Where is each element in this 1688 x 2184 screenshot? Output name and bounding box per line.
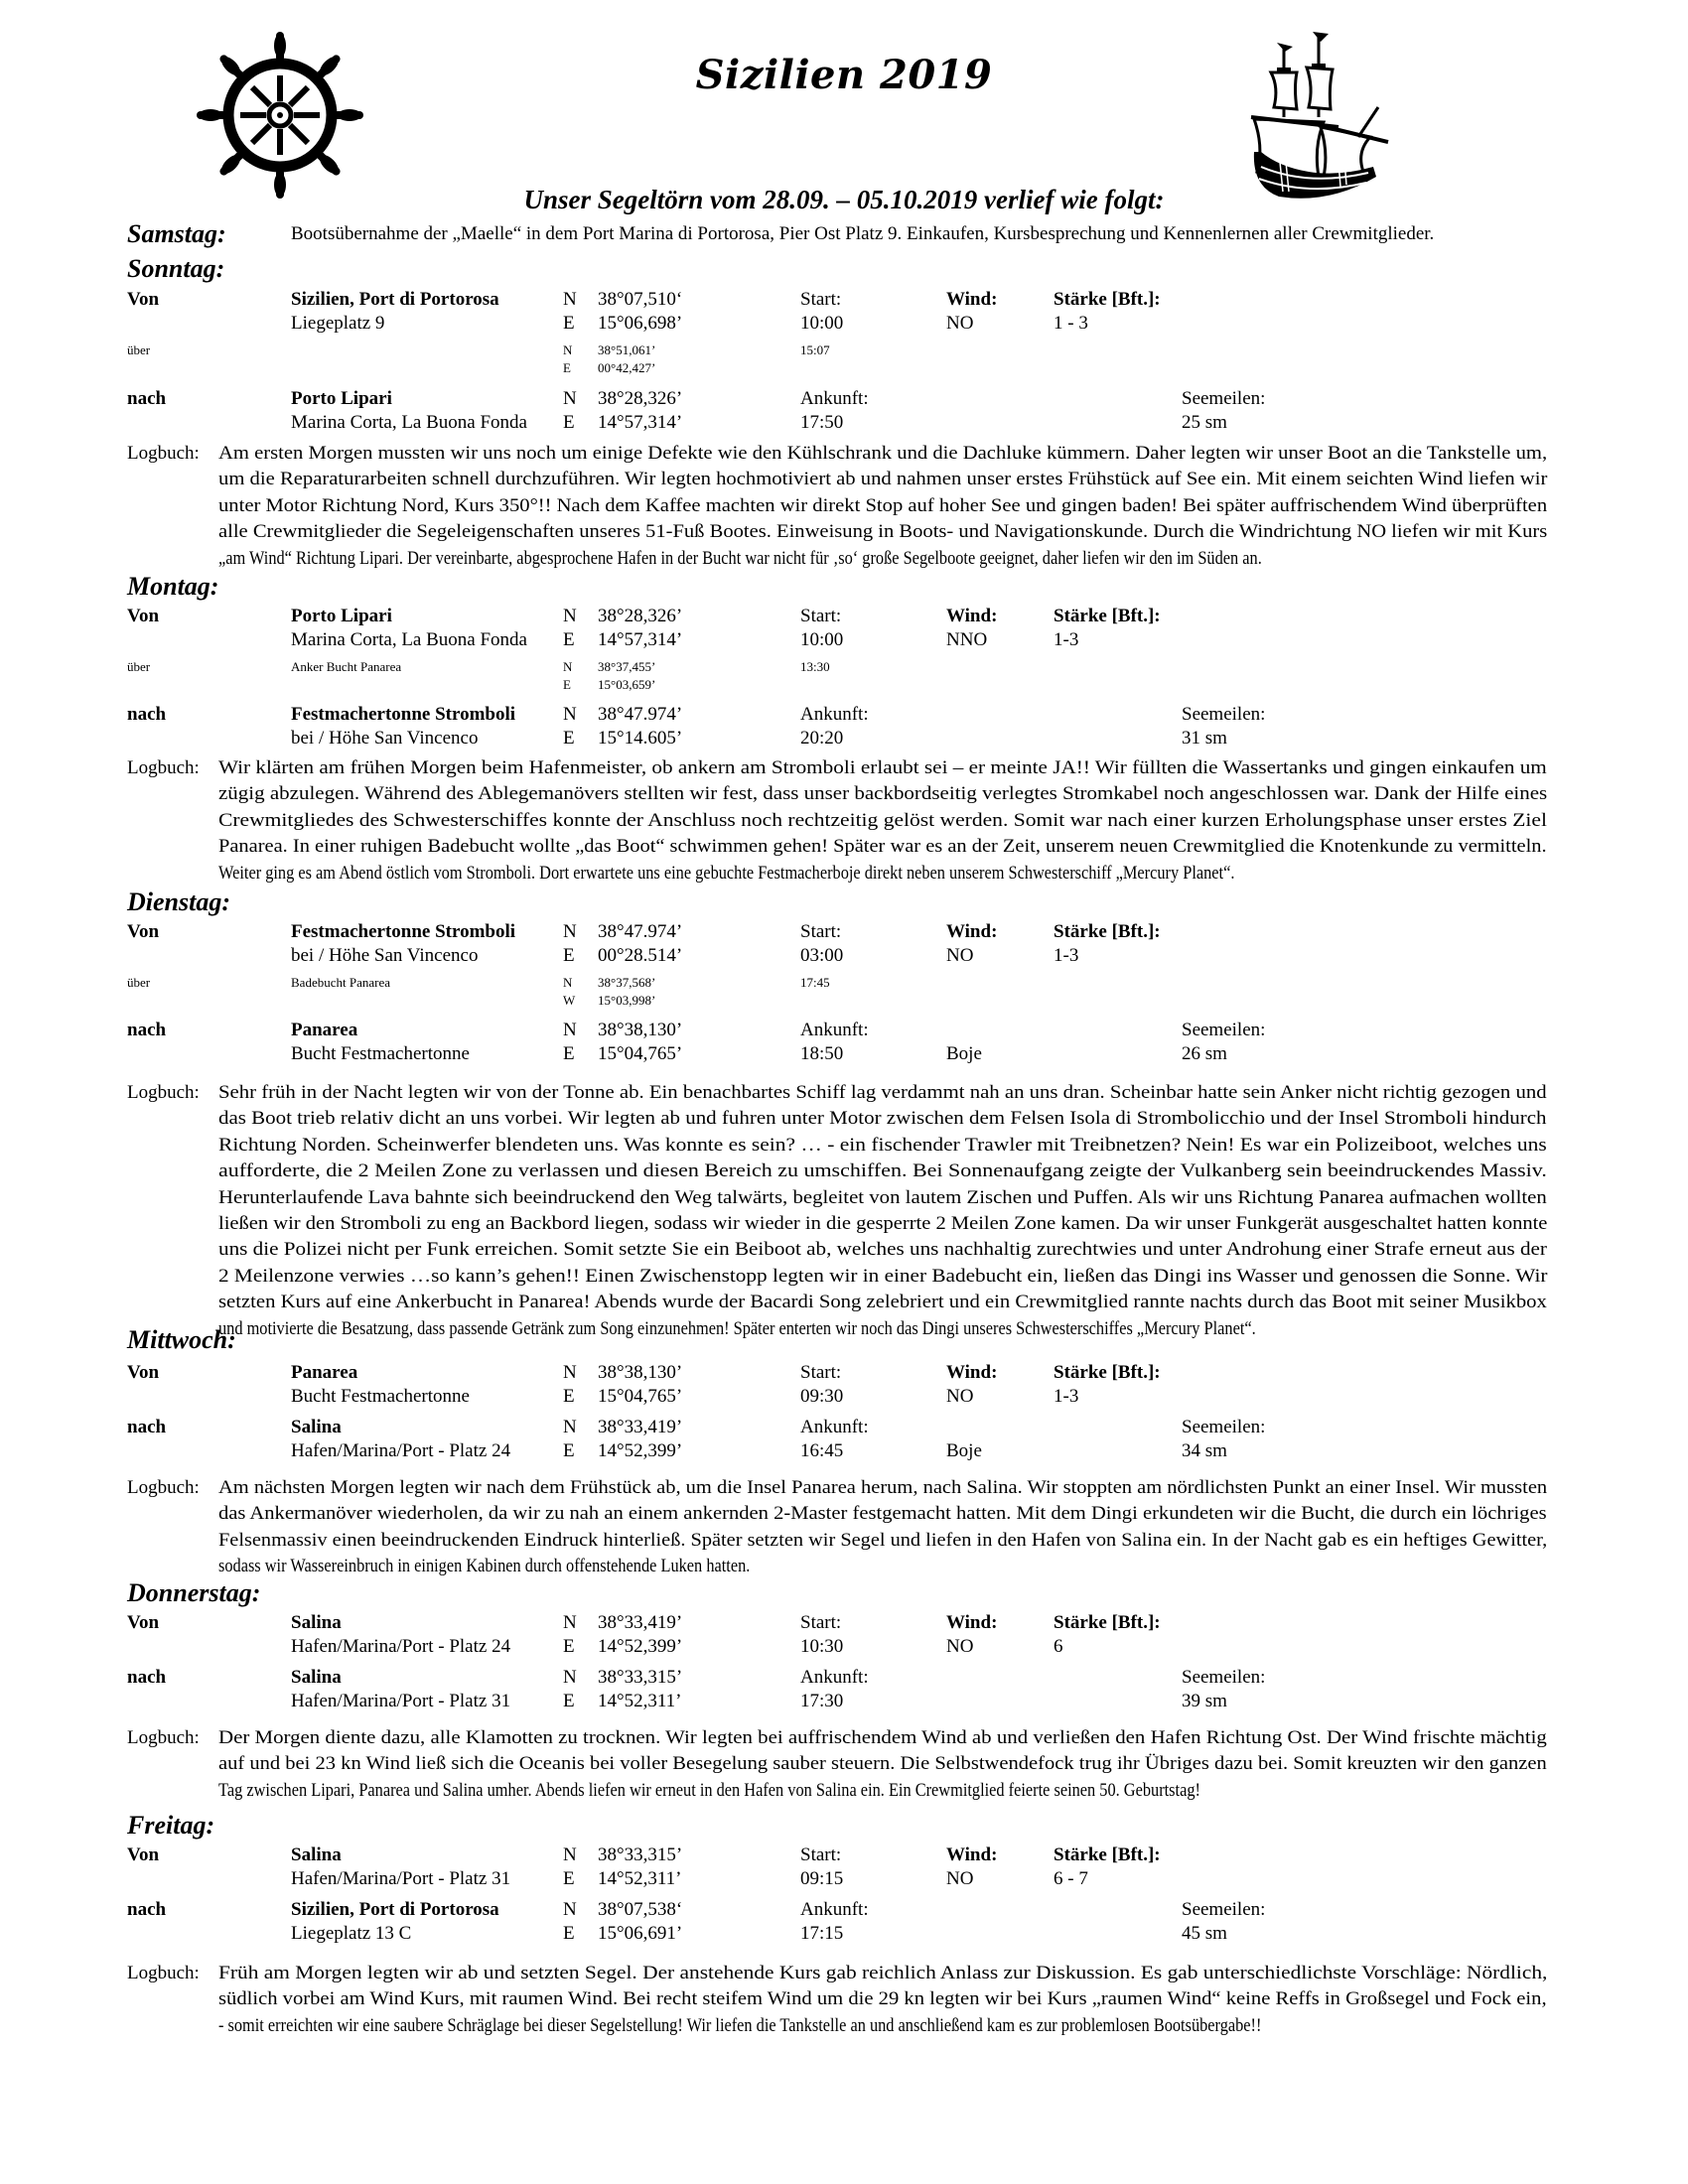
logbook-label: Logbuch: bbox=[127, 1727, 200, 1748]
departure-name: Panarea bbox=[291, 1362, 358, 1383]
logbook-line: Am nächsten Morgen legten wir nach dem Frühstück ab, um die Insel Panarea herum, nach Salina. Wir stoppten am nördlichsten Punkt an einer Insel. Wir mussten bbox=[218, 1477, 1548, 1498]
logbook-line: Panarea. In einer ruhigen Badebucht wollte „das Boot“ schwimmen gehen! Später war es an der Zeit, unserem neuen Crewmitglied die Knotenkunde zu vermitteln. bbox=[218, 836, 1547, 858]
lon-dir: E bbox=[563, 1043, 575, 1064]
nach-row-1 bbox=[0, 1667, 1688, 1691]
departure-lon: 00°28.514’ bbox=[598, 945, 683, 966]
strength-label: Stärke [Bft.]: bbox=[1054, 289, 1161, 310]
wind-direction: NO bbox=[946, 1636, 974, 1657]
nautical-miles-label: Seemeilen: bbox=[1182, 704, 1266, 725]
von-row-1 bbox=[0, 1362, 1688, 1386]
logbook-line: auf und bei 23 kn Wind ließ sich die Oceanis bei voller Besegelung sauber steuern. Die Selbstwendefock trug ihr Übriges dazu bei. Somit kreuzten wir den ganzen bbox=[218, 1753, 1547, 1775]
nautical-miles-label: Seemeilen: bbox=[1182, 1417, 1266, 1437]
destination-detail: Hafen/Marina/Port - Platz 24 bbox=[291, 1440, 511, 1461]
departure-lon: 15°04,765’ bbox=[598, 1386, 683, 1407]
arrival-time: 17:50 bbox=[800, 412, 844, 433]
destination-name: Festmachertonne Stromboli bbox=[291, 704, 516, 725]
logbook-label: Logbuch: bbox=[127, 1963, 200, 1983]
departure-lat: 38°33,419’ bbox=[598, 1612, 683, 1633]
logbook-line: - somit erreichten wir eine saubere Schräglage bei dieser Segelstellung! Wir liefen die Tankstelle an und anschließend kam es zur problemlosen Bootsübergabe!! bbox=[218, 2014, 1262, 2036]
nautical-miles-label: Seemeilen: bbox=[1182, 1667, 1266, 1688]
day-heading: Sonntag: bbox=[127, 254, 225, 283]
ueber-row-2 bbox=[0, 993, 1688, 1011]
ueber-row-2 bbox=[0, 677, 1688, 695]
start-label: Start: bbox=[800, 1844, 842, 1865]
destination-lat: 38°07,538‘ bbox=[598, 1899, 683, 1920]
lon-dir: E bbox=[563, 728, 575, 749]
logbook-label: Logbuch: bbox=[127, 757, 200, 778]
departure-detail: Hafen/Marina/Port - Platz 31 bbox=[291, 1868, 511, 1889]
start-label: Start: bbox=[800, 1612, 842, 1633]
destination-lon: 15°14.605’ bbox=[598, 728, 683, 749]
destination-lat: 38°47.974’ bbox=[598, 704, 683, 725]
lat-dir: N bbox=[563, 1899, 577, 1920]
nach-label: nach bbox=[127, 1667, 167, 1688]
departure-lat: 38°28,326’ bbox=[598, 606, 683, 626]
lon-dir: W bbox=[563, 993, 576, 1008]
von-label: Von bbox=[127, 921, 160, 942]
arrival-time: 20:20 bbox=[800, 728, 844, 749]
ueber-row-1 bbox=[0, 342, 1688, 360]
wind-label: Wind: bbox=[946, 1612, 998, 1633]
strength-label: Stärke [Bft.]: bbox=[1054, 1612, 1161, 1633]
von-label: Von bbox=[127, 1362, 160, 1383]
von-row-2 bbox=[0, 313, 1688, 337]
nach-row-2 bbox=[0, 412, 1688, 436]
wind-label: Wind: bbox=[946, 606, 998, 626]
wind-direction: NO bbox=[946, 313, 974, 334]
logbook-line: Früh am Morgen legten wir ab und setzten Segel. Der anstehende Kurs gab reichlich Anlass zur Diskussion. Es gab unterschiedlichste Vorschläge: Nördlich, bbox=[218, 1963, 1548, 1983]
logbook-line: sodass wir Wassereinbruch in einigen Kabinen durch offenstehende Luken hatten. bbox=[218, 1556, 751, 1577]
nautical-miles: 26 sm bbox=[1182, 1043, 1227, 1064]
nach-row-2 bbox=[0, 1043, 1688, 1067]
logbook-line: Sehr früh in der Nacht legten wir von der Tonne ab. Ein benachbartes Schiff lag verdammt nah an uns dran. Scheinbar hatte sein Anker nicht richtig gezogen und bbox=[218, 1082, 1547, 1103]
day-heading: Donnerstag: bbox=[127, 1578, 261, 1607]
start-label: Start: bbox=[800, 921, 842, 942]
lon-dir: E bbox=[563, 1923, 575, 1944]
nach-row-2 bbox=[0, 1923, 1688, 1947]
departure-detail: bei / Höhe San Vincenco bbox=[291, 945, 479, 966]
arrival-time: 16:45 bbox=[800, 1440, 844, 1461]
destination-name: Sizilien, Port di Portorosa bbox=[291, 1899, 499, 1920]
logbook-line: Richtung Norden. Scheinwerfer blendeten uns. Was konnte es sein? … - ein fischender Trawler mit Treibnetzen? Nein! Es war ein Polizeiboot, welches uns bbox=[218, 1134, 1547, 1156]
logbook-line: alle Crewmitglieder die Segeleigenschaften unseres 51-Fuß Bootes. Einweisung in Boots- und Navigationskunde. Durch die Windrichtung NO liefen wir mit Kurs bbox=[218, 521, 1548, 543]
waypoint-time: 13:30 bbox=[800, 659, 830, 674]
lon-dir: E bbox=[563, 360, 571, 375]
mooring-type: Boje bbox=[946, 1043, 982, 1064]
departure-name: Festmachertonne Stromboli bbox=[291, 921, 516, 942]
departure-lon: 14°52,311’ bbox=[598, 1868, 682, 1889]
departure-detail: Liegeplatz 9 bbox=[291, 313, 385, 334]
nach-row-2 bbox=[0, 1440, 1688, 1464]
nach-row-1 bbox=[0, 1899, 1688, 1923]
wind-label: Wind: bbox=[946, 289, 998, 310]
samstag-text: Bootsübernahme der „Maelle“ in dem Port Marina di Portorosa, Pier Ost Platz 9. Einkaufen, Kursbesprechung und Kennenlernen aller Crewmitglieder. bbox=[291, 223, 1435, 244]
wind-strength: 1-3 bbox=[1054, 1386, 1079, 1407]
arrival-label: Ankunft: bbox=[800, 704, 869, 725]
nautical-miles: 31 sm bbox=[1182, 728, 1227, 749]
departure-name: Salina bbox=[291, 1612, 342, 1633]
destination-lon: 14°57,314’ bbox=[598, 412, 683, 433]
lon-dir: E bbox=[563, 313, 575, 334]
sailing-ship-icon bbox=[1249, 28, 1398, 206]
wind-label: Wind: bbox=[946, 1362, 998, 1383]
lat-dir: N bbox=[563, 388, 577, 409]
departure-lon: 14°57,314’ bbox=[598, 629, 683, 650]
lon-dir: E bbox=[563, 1440, 575, 1461]
mooring-type: Boje bbox=[946, 1440, 982, 1461]
lat-dir: N bbox=[563, 606, 577, 626]
strength-label: Stärke [Bft.]: bbox=[1054, 1844, 1161, 1865]
waypoint-lat: 38°37,455’ bbox=[598, 659, 656, 674]
nach-label: nach bbox=[127, 388, 167, 409]
wind-direction: NO bbox=[946, 945, 974, 966]
arrival-label: Ankunft: bbox=[800, 1020, 869, 1040]
logbook-line: setzten Kurs auf eine Ankerbucht in Panarea! Abends wurde der Bacardi Song zelebriert und ein Crewmitglied rannte nachts durch das Boot mit seiner Musikbox bbox=[218, 1292, 1547, 1313]
destination-name: Panarea bbox=[291, 1020, 358, 1040]
departure-name: Sizilien, Port di Portorosa bbox=[291, 289, 499, 310]
ueber-label: über bbox=[127, 342, 151, 357]
departure-lon: 15°06,698’ bbox=[598, 313, 683, 334]
arrival-label: Ankunft: bbox=[800, 1667, 869, 1688]
waypoint-lon: 00°42,427’ bbox=[598, 360, 656, 375]
start-time: 10:00 bbox=[800, 313, 844, 334]
arrival-time: 17:30 bbox=[800, 1691, 844, 1711]
nautical-miles: 34 sm bbox=[1182, 1440, 1227, 1461]
logbook-line: uns die Polizei nicht per Funk erreichen. Somit setzte Sie ein Beiboot ab, welches uns nachhaltig zurechtwies und unter Androhung einer Strafe erneut aus der bbox=[218, 1239, 1547, 1261]
von-row-2 bbox=[0, 1386, 1688, 1410]
waypoint-lat: 38°37,568’ bbox=[598, 975, 656, 990]
logbook-line: das Boot trieb relativ dicht an uns vorbei. Wir legten ab und fuhren unter Motor zwischen dem Felsen Isola di Strombolicchio und der Insel Stromboli hindurch bbox=[218, 1108, 1547, 1130]
arrival-label: Ankunft: bbox=[800, 1417, 869, 1437]
nach-row-1 bbox=[0, 704, 1688, 728]
nach-label: nach bbox=[127, 1899, 167, 1920]
von-row-1 bbox=[0, 1844, 1688, 1868]
logbook-line: Wir klärten am frühen Morgen beim Hafenmeister, ob ankern am Stromboli erlaubt sei – er meinte JA!! Wir füllten die Wassertanks und gingen einkaufen um bbox=[218, 757, 1547, 778]
departure-detail: Marina Corta, La Buona Fonda bbox=[291, 629, 527, 650]
page-title: Sizilien 2019 bbox=[695, 52, 993, 98]
waypoint-name: Badebucht Panarea bbox=[291, 975, 390, 990]
arrival-label: Ankunft: bbox=[800, 388, 869, 409]
destination-detail: Bucht Festmachertonne bbox=[291, 1043, 470, 1064]
lon-dir: E bbox=[563, 1868, 575, 1889]
arrival-time: 18:50 bbox=[800, 1043, 844, 1064]
destination-lat: 38°33,315’ bbox=[598, 1667, 683, 1688]
strength-label: Stärke [Bft.]: bbox=[1054, 921, 1161, 942]
nach-label: nach bbox=[127, 704, 167, 725]
wind-direction: NO bbox=[946, 1386, 974, 1407]
lon-dir: E bbox=[563, 1636, 575, 1657]
lat-dir: N bbox=[563, 1417, 577, 1437]
start-label: Start: bbox=[800, 289, 842, 310]
departure-lon: 14°52,399’ bbox=[598, 1636, 683, 1657]
logbook-line: ließen wir den Stromboli zu eng an Backbord liegen, sodass wir wieder in die gesperrte 2 Meilen Zone kamen. Da wir unser Funkgerät ausgeschaltet hatten konnte bbox=[218, 1213, 1548, 1234]
departure-detail: Hafen/Marina/Port - Platz 24 bbox=[291, 1636, 511, 1657]
lat-dir: N bbox=[563, 1667, 577, 1688]
destination-lat: 38°28,326’ bbox=[598, 388, 683, 409]
nach-label: nach bbox=[127, 1417, 167, 1437]
logbook-line: und motivierte die Besatzung, dass passende Getränk zum Song einzunehmen! Später enterten wir noch das Dingi unseres Schwesterschiffes „Mercury Planet“. bbox=[218, 1317, 1256, 1339]
arrival-time: 17:15 bbox=[800, 1923, 844, 1944]
von-row-1 bbox=[0, 606, 1688, 629]
logbook-line: „am Wind“ Richtung Lipari. Der vereinbarte, abgesprochene Hafen in der Bucht war nicht für ‚so‘ große Segelboote geeignet, daher liefen wir den im Süden an. bbox=[218, 547, 1262, 569]
lat-dir: N bbox=[563, 289, 577, 310]
nautical-miles: 45 sm bbox=[1182, 1923, 1227, 1944]
destination-detail: Marina Corta, La Buona Fonda bbox=[291, 412, 527, 433]
start-time: 03:00 bbox=[800, 945, 844, 966]
wind-label: Wind: bbox=[946, 921, 998, 942]
lon-dir: E bbox=[563, 629, 575, 650]
destination-lon: 14°52,399’ bbox=[598, 1440, 683, 1461]
nautical-miles-label: Seemeilen: bbox=[1182, 1899, 1266, 1920]
wind-strength: 1-3 bbox=[1054, 945, 1079, 966]
departure-name: Salina bbox=[291, 1844, 342, 1865]
logbook-line: Tag zwischen Lipari, Panarea und Salina umher. Abends liefen wir erneut in den Hafen von Salina ein. Ein Crewmitglied feierte seinen 50. Geburtstag! bbox=[218, 1779, 1200, 1801]
von-row-1 bbox=[0, 1612, 1688, 1636]
arrival-label: Ankunft: bbox=[800, 1899, 869, 1920]
departure-lat: 38°47.974’ bbox=[598, 921, 683, 942]
lon-dir: E bbox=[563, 412, 575, 433]
departure-lat: 38°07,510‘ bbox=[598, 289, 683, 310]
logbook-line: Crewmitgliedes des Schwesterschiffes konnte der Anschluss noch rechtzeitig gelöst werden. Somit war nach einer kurzen Erholungsphase unser erstes Ziel bbox=[218, 809, 1547, 831]
start-time: 10:00 bbox=[800, 629, 844, 650]
waypoint-name: Anker Bucht Panarea bbox=[291, 659, 402, 674]
wind-strength: 6 bbox=[1054, 1636, 1063, 1657]
von-label: Von bbox=[127, 1612, 160, 1633]
start-label: Start: bbox=[800, 1362, 842, 1383]
nautical-miles-label: Seemeilen: bbox=[1182, 1020, 1266, 1040]
logbook-label: Logbuch: bbox=[127, 1082, 200, 1103]
logbook-line: Am ersten Morgen mussten wir uns noch um einige Defekte wie den Kühlschrank und die Dachluke kümmern. Daher legten wir unser Boot an die Tankstelle um, bbox=[218, 443, 1548, 464]
day-heading: Mittwoch: bbox=[127, 1325, 236, 1354]
waypoint-lon: 15°03,659’ bbox=[598, 677, 656, 692]
logbook-line: Felsenmassiv einen beeindruckenden Eindruck hinterließ. Später setzten wir Segel und liefen in den Hafen von Salina ein. In der Nacht gab es ein heftiges Gewitter, bbox=[218, 1529, 1548, 1551]
nach-row-1 bbox=[0, 388, 1688, 412]
logbook-label: Logbuch: bbox=[127, 443, 200, 464]
logbook-line: unter Motor Richtung Nord, Kurs 350°!! Nach dem Kaffee machten wir direkt Stop auf hoher See und gingen baden! Bei später auffrischendem Wind überprüften bbox=[218, 494, 1548, 516]
day-heading: Montag: bbox=[127, 572, 219, 601]
day-heading: Freitag: bbox=[127, 1811, 215, 1840]
lat-dir: N bbox=[563, 1612, 577, 1633]
wind-strength: 1-3 bbox=[1054, 629, 1079, 650]
day-heading-samstag: Samstag: bbox=[127, 219, 226, 248]
ueber-row-2 bbox=[0, 360, 1688, 378]
logbook-line: Herunterlaufende Lava bahnte sich beeindruckend den Weg talwärts, begleitet von lautem Zischen und Puffen. Als wir uns Richtung Panarea aufmachen wollten bbox=[218, 1186, 1547, 1208]
departure-name: Porto Lipari bbox=[291, 606, 392, 626]
lat-dir: N bbox=[563, 1020, 577, 1040]
nach-row-2 bbox=[0, 728, 1688, 751]
nautical-miles: 39 sm bbox=[1182, 1691, 1227, 1711]
destination-name: Salina bbox=[291, 1417, 342, 1437]
departure-detail: Bucht Festmachertonne bbox=[291, 1386, 470, 1407]
von-row-2 bbox=[0, 1636, 1688, 1660]
von-label: Von bbox=[127, 289, 160, 310]
destination-detail: Liegeplatz 13 C bbox=[291, 1923, 412, 1944]
ueber-row-1 bbox=[0, 659, 1688, 677]
destination-lon: 15°04,765’ bbox=[598, 1043, 683, 1064]
waypoint-lat: 38°51,061’ bbox=[598, 342, 656, 357]
wind-direction: NO bbox=[946, 1868, 974, 1889]
lon-dir: E bbox=[563, 1691, 575, 1711]
nach-row-1 bbox=[0, 1417, 1688, 1440]
waypoint-lon: 15°03,998’ bbox=[598, 993, 656, 1008]
wind-strength: 6 - 7 bbox=[1054, 1868, 1088, 1889]
destination-detail: Hafen/Marina/Port - Platz 31 bbox=[291, 1691, 511, 1711]
nach-label: nach bbox=[127, 1020, 167, 1040]
lat-dir: N bbox=[563, 704, 577, 725]
logbook-line: 2 Meilenzone verwies …so kann’s gehen!! Einen Zwischenstopp legten wir in einer Badebucht ein, ließen das Dingi ins Wasser und genossen die Sonne. Wir bbox=[218, 1265, 1548, 1287]
lat-dir: N bbox=[563, 659, 573, 674]
ueber-label: über bbox=[127, 975, 151, 990]
wind-direction: NNO bbox=[946, 629, 988, 650]
start-time: 10:30 bbox=[800, 1636, 844, 1657]
logbook-label: Logbuch: bbox=[127, 1477, 200, 1498]
departure-lat: 38°33,315’ bbox=[598, 1844, 683, 1865]
von-row-2 bbox=[0, 945, 1688, 969]
logbook-line: um die Reparaturarbeiten schnell durchzuführen. Wir legten hochmotiviert ab und nahmen unser erstes Frühstück auf See ein. Mit einem seichten Wind liefen wir bbox=[218, 469, 1548, 490]
ueber-label: über bbox=[127, 659, 151, 674]
destination-lat: 38°33,419’ bbox=[598, 1417, 683, 1437]
von-row-1 bbox=[0, 289, 1688, 313]
logbook-line: südlich vorbei am Wind Kurs, mit raumen Wind. Bei recht steifem Wind um die 29 kn legten wir bei Kurs „raumen Wind“ keine Reffs in Großsegel und Fock ein, bbox=[218, 1988, 1547, 2010]
day-heading: Dienstag: bbox=[127, 887, 230, 916]
logbook-line: das Ankermanöver wiederholen, da wir zu nah an einem ankernden 2-Master festgemacht hatten. Mit dem Dingi erkundeten wir die Bucht, die durch ein löchriges bbox=[218, 1503, 1547, 1525]
lat-dir: N bbox=[563, 975, 573, 990]
page-subtitle: Unser Segeltörn vom 28.09. – 05.10.2019 verlief wie folgt: bbox=[523, 185, 1165, 214]
nach-row-2 bbox=[0, 1691, 1688, 1714]
lat-dir: N bbox=[563, 921, 577, 942]
logbook-line: Der Morgen diente dazu, alle Klamotten zu trocknen. Wir legten bei auffrischendem Wind ab und verließen den Hafen Richtung Ost. Der Wind frischte mächtig bbox=[218, 1727, 1547, 1748]
wind-label: Wind: bbox=[946, 1844, 998, 1865]
strength-label: Stärke [Bft.]: bbox=[1054, 1362, 1161, 1383]
destination-name: Porto Lipari bbox=[291, 388, 392, 409]
logbook-line: Weiter ging es am Abend östlich vom Stromboli. Dort erwartete uns eine gebuchte Festmacherboje direkt neben unserem Schwesterschiff „Mercury Planet“. bbox=[218, 862, 1235, 884]
von-row-1 bbox=[0, 921, 1688, 945]
lon-dir: E bbox=[563, 945, 575, 966]
von-row-2 bbox=[0, 629, 1688, 653]
destination-lat: 38°38,130’ bbox=[598, 1020, 683, 1040]
destination-detail: bei / Höhe San Vincenco bbox=[291, 728, 479, 749]
lat-dir: N bbox=[563, 1844, 577, 1865]
waypoint-time: 15:07 bbox=[800, 342, 830, 357]
lat-dir: N bbox=[563, 1362, 577, 1383]
wind-strength: 1 - 3 bbox=[1054, 313, 1088, 334]
nautical-miles-label: Seemeilen: bbox=[1182, 388, 1266, 409]
lon-dir: E bbox=[563, 1386, 575, 1407]
destination-lon: 14°52,311’ bbox=[598, 1691, 682, 1711]
start-label: Start: bbox=[800, 606, 842, 626]
von-row-2 bbox=[0, 1868, 1688, 1892]
waypoint-time: 17:45 bbox=[800, 975, 830, 990]
logbook-line: aufforderte, die 2 Meilen Zone zu verlassen und diesen Bereich zu umschiffen. Bei Sonnenaufgang zeigte der Vulkanberg sein beeindruckendes Massiv. bbox=[218, 1160, 1547, 1182]
nautical-miles: 25 sm bbox=[1182, 412, 1227, 433]
von-label: Von bbox=[127, 1844, 160, 1865]
lat-dir: N bbox=[563, 342, 573, 357]
start-time: 09:30 bbox=[800, 1386, 844, 1407]
destination-lon: 15°06,691’ bbox=[598, 1923, 683, 1944]
nach-row-1 bbox=[0, 1020, 1688, 1043]
von-label: Von bbox=[127, 606, 160, 626]
destination-name: Salina bbox=[291, 1667, 342, 1688]
logbook-line: zügig abzulegen. Während des Ablegemanövers stellten wir fest, dass unser backbordseitig verlegtes Stromkabel noch angeschlossen war. Dank der Hilfe eines bbox=[218, 783, 1548, 805]
strength-label: Stärke [Bft.]: bbox=[1054, 606, 1161, 626]
departure-lat: 38°38,130’ bbox=[598, 1362, 683, 1383]
lon-dir: E bbox=[563, 677, 571, 692]
ueber-row-1 bbox=[0, 975, 1688, 993]
start-time: 09:15 bbox=[800, 1868, 844, 1889]
